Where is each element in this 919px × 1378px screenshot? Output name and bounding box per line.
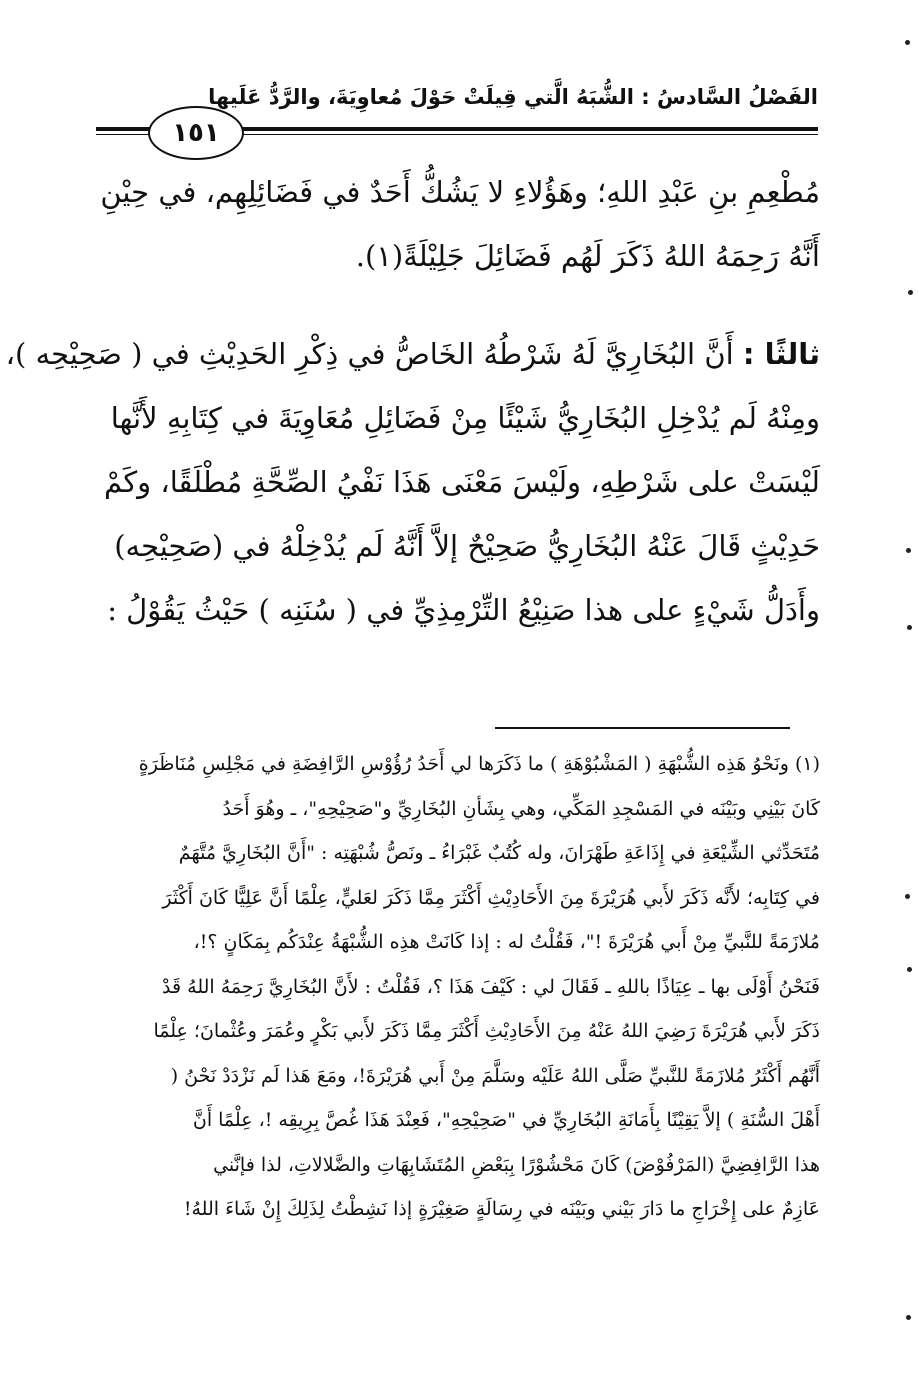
paragraph-gap: [96, 288, 820, 322]
point-heading: ثالثًا :: [742, 337, 820, 371]
main-text: [5, 160, 820, 642]
text-line: ومِنْهُ لَم يُدْخِلِ البُخَارِيُّ شَيْئًا مِنْ فَضَائِلِ مُعَاوِيَةَ في كِتَابِهِ لأَنَّها: [110, 401, 820, 435]
footnote-line: هذا الرَّافِضِيَّ (المَرْفُوْضَ) كَانَ مَحْشُوْرًا بِبَعْضِ المُتَشَابِهَاتِ والضَّلالاتِ، لذا فإنَّني: [213, 1153, 820, 1176]
scan-speck: [905, 40, 910, 45]
running-header: الفَصْلُ السَّادسُ : الشُّبَهُ الَّتي قِيلَتْ حَوْلَ مُعاوِيَةَ، والرَّدُّ عَلَيها: [208, 85, 818, 109]
footnote-line: مُتَحَدِّثي الشِّيْعَةِ في إِذَاعَةِ طَهْرَانَ، وله كُتُبٌ غَبْرَاءُ ـ ونَصُّ شُبْهَتِه : "أَنَّ البُخَارِيَّ مُتَّهَمٌ: [178, 842, 820, 864]
text-line: مُطْعِمِ بنِ عَبْدِ اللهِ؛ وهَؤُلاءِ لا يَشُكُّ أَحَدٌ في فَضَائِلِهِم، في حِيْنِ: [100, 175, 820, 209]
text-line: حَدِيْثٍ قَالَ عَنْهُ البُخَارِيُّ صَحِيْحٌ إلاَّ أَنَّهُ لَم يُدْخِلْهُ في (صَحِيْحِه): [114, 529, 820, 563]
footnotes: [96, 742, 820, 1232]
text-line: أَنَّهُ رَحِمَهُ اللهُ ذَكَرَ لَهُم فَضَائِلَ جَلِيْلَةً(١).: [355, 239, 820, 273]
footnote-line: (١) ونَحْوُ هَذِه الشُّبْهَةِ ( المَشْبُوْهَةِ ) ما ذَكَرَها لي أَحَدُ رُؤُوْسِ الرَّافِضَةِ في مَجْلِسِ مُنَاظَرَةٍ: [138, 753, 820, 775]
footnote-separator: [495, 727, 790, 729]
text-line: لَيْسَتْ على شَرْطِهِ، ولَيْسَ مَعْنَى هَذَا نَفْيُ الصِّحَّةِ مُطْلَقًا، وكَمْ: [104, 465, 820, 499]
footnote-line: في كِتَابِه؛ لأَنَّه ذَكَرَ لأَبي هُرَيْرَةَ مِنَ الأَحَادِيْثِ أَكْثَرَ مِمَّا ذَكَرَ لعَليٍّ، عِلْمًا أَنَّ عَلِيًّا كَانَ أَكْثَرَ: [162, 886, 820, 909]
footnote-line: فَنَحْنُ أَوْلَى بها ـ عِيَاذًا باللهِ ـ فَقَالَ لي : كَيْفَ هَذَا ؟، فَقُلْتُ : لأَنَّ البُخَارِيَّ رَحِمَهُ اللهُ قَدْ: [162, 975, 820, 998]
footnote-line: مُلازَمَةً للنَّبيِّ مِنْ أَبي هُرَيْرَةَ !"، فَقُلْتُ له : إذا كَانَتْ هذِه الشُّبْهَةُ عِنْدَكُم بِمَكَانٍ ؟!،: [193, 931, 820, 953]
footnote-line: كَانَ بَيْنِي وبَيْنَه في المَسْجِدِ المَكِّي، وهي بِشَأنِ البُخَارِيِّ و"صَحِيْحِهِ"، ـ وهُوَ أَحَدُ: [222, 797, 820, 820]
footnote-line: عَازِمٌ على إِخْرَاجِ ما دَارَ بَيْني وبَيْنَه في رِسَالَةٍ صَغِيْرَةٍ إذا نَشِطْتُ لِذَلِكَ إِنْ شَاءَ اللهُ!: [183, 1198, 820, 1220]
scan-speck: [906, 548, 911, 553]
footnote-line: أَنَّهُم أَكْثَرُ مُلازَمَةً للنَّبيِّ صَلَّى اللهُ عَلَيْه وسَلَّمَ مِنْ أَبي هُرَيْرَةَ!، ومَعَ هَذا لَم نَزْدَدْ نَحْنُ (: [170, 1064, 820, 1087]
footnote-line: ذَكَرَ لأَبي هُرَيْرَةَ رَضِيَ اللهُ عَنْهُ مِنَ الأَحَادِيْثِ أَكْثَرَ مِمَّا ذَكَرَ لأَبي بَكْرٍ وعُمَرَ وعُثْمانَ؛ عِلْمًا: [153, 1020, 820, 1042]
scan-speck: [907, 625, 912, 630]
page-number: ١٥١: [148, 106, 244, 160]
scan-speck: [907, 967, 912, 972]
scan-speck: [906, 1315, 911, 1320]
scan-speck: [908, 290, 913, 295]
footnote-line: أَهْلَ السُّنَةِ ) إلاَّ يَقِيْنًا بِأَمَانَةِ البُخَارِيِّ في "صَحِيْحِهِ"، فَعِنْدَ هَذَا غُصَّ بِرِيقِه !، عِلْمًا أَنَّ: [192, 1109, 820, 1131]
text-line: [5, 322, 820, 386]
text-line: وأَدَلُّ شَيْءٍ على هذا صَنِيْعُ التِّرْمِذِيِّ في ( سُنَنِه ) حَيْثُ يَقُوْلُ :: [107, 593, 820, 627]
scan-speck: [905, 894, 910, 899]
text-line-rest: أَنَّ البُخَارِيَّ لَهُ شَرْطُهُ الخَاصُّ في ذِكْرِ الحَدِيْثِ في ( صَحِيْحِه )،: [5, 337, 743, 371]
